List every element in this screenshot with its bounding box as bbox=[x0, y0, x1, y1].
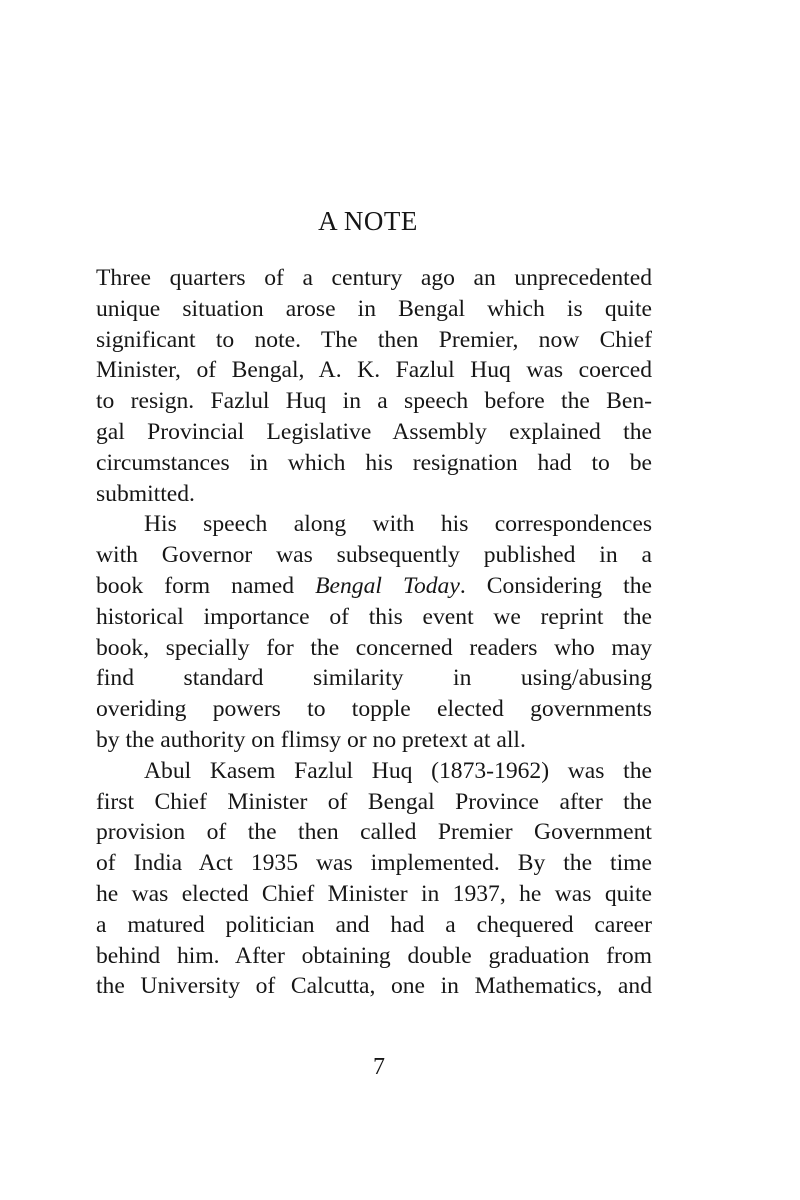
text-line: book, specially for the concerned readers who may bbox=[96, 634, 652, 661]
text-line: provision of the then called Premier Government bbox=[96, 819, 652, 846]
page-number: 7 bbox=[373, 1054, 385, 1080]
text-line: Three quarters of a century ago an unprecedented bbox=[96, 265, 652, 291]
text-line: circumstances in which his resignation had to be bbox=[96, 449, 652, 476]
text-line: of India Act 1935 was implemented. By the time bbox=[96, 850, 652, 877]
text-line: overiding powers to topple elected governments bbox=[96, 696, 652, 723]
text-line: submitted. bbox=[96, 480, 195, 507]
text-line: gal Provincial Legislative Assembly explained the bbox=[96, 418, 652, 445]
body-text bbox=[96, 263, 652, 1002]
text-line: His speech along with his correspondences bbox=[144, 511, 652, 538]
page-title: A NOTE bbox=[318, 206, 418, 236]
paragraph-1 bbox=[96, 263, 652, 509]
text-line: find standard similarity in using/abusing bbox=[96, 665, 652, 692]
text-line: the University of Calcutta, one in Mathematics, and bbox=[96, 973, 652, 1000]
text-line: with Governor was subsequently published in a bbox=[96, 542, 652, 569]
text-line: he was elected Chief Minister in 1937, he was quite bbox=[96, 880, 652, 907]
paragraph-3 bbox=[96, 756, 652, 1002]
text-segment: book form named bbox=[96, 572, 316, 599]
text-line: a matured politician and had a chequered career bbox=[96, 911, 652, 938]
book-title-italic: Bengal Today bbox=[315, 572, 460, 599]
text-line bbox=[96, 571, 652, 602]
text-line: unique situation arose in Bengal which is quite bbox=[96, 295, 652, 322]
text-line: by the authority on flimsy or no pretext at all. bbox=[96, 726, 526, 753]
text-line: Abul Kasem Fazlul Huq (1873-1962) was the bbox=[144, 757, 652, 784]
text-line: historical importance of this event we reprint the bbox=[96, 603, 652, 630]
text-line: significant to note. The then Premier, now Chief bbox=[96, 326, 652, 353]
text-line: to resign. Fazlul Huq in a speech before the Ben- bbox=[96, 388, 652, 415]
text-segment: . Considering the bbox=[459, 572, 652, 599]
paragraph-2 bbox=[96, 509, 652, 755]
text-line: behind him. After obtaining double graduation from bbox=[96, 942, 652, 969]
text-line: Minister, of Bengal, A. K. Fazlul Huq was coerced bbox=[96, 357, 652, 384]
text-line: first Chief Minister of Bengal Province after the bbox=[96, 788, 652, 815]
